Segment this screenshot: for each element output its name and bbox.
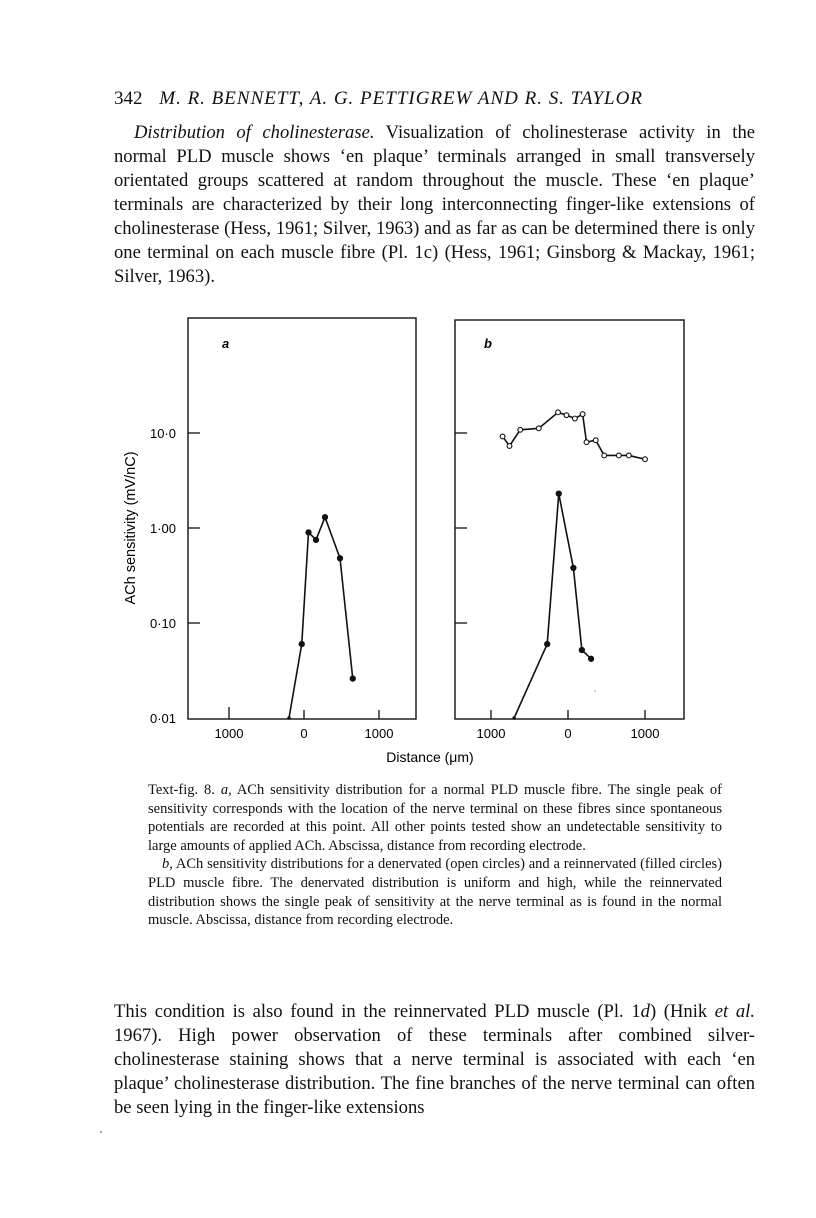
y-tick-label-10: 10·0 <box>149 426 176 441</box>
x-tick-label-b-zero: 0 <box>564 726 572 741</box>
panel-b-plot <box>500 410 647 719</box>
plot-b-series-0-point <box>518 427 523 432</box>
running-authors: M. R. BENNETT, A. G. PETTIGREW AND R. S. TAYLOR <box>159 88 643 109</box>
continuation-text-2: ) (Hnik <box>649 1001 715 1022</box>
x-tick-label-b-left: 1000 <box>476 726 506 741</box>
plot-b-series-1-point <box>571 565 576 570</box>
plot-a-series-0-point <box>337 556 342 561</box>
section-heading: Distribution of cholinesterase. <box>134 122 375 143</box>
plot-b-series-0-point <box>626 453 631 458</box>
plot-b-series-0-point <box>556 410 561 415</box>
plot-b-series-0-point <box>593 438 598 443</box>
plot-b-series-0-point <box>507 444 512 449</box>
y-tick-label-01: 0·10 <box>149 616 176 631</box>
x-axis-label: Distance (μm) <box>386 749 474 765</box>
plot-b-series-1-point <box>545 641 550 646</box>
caption-fig-label: Text-fig. 8. <box>148 782 215 798</box>
panel-a-frame <box>188 318 416 719</box>
plot-b-series-0-point <box>564 413 569 418</box>
continuation-ref: d <box>640 1001 650 1022</box>
continuation-etal: et al. <box>714 1001 755 1022</box>
panel-a-label: a <box>222 336 230 351</box>
plot-b-series-0-point <box>536 426 541 431</box>
figure-speck <box>594 690 596 692</box>
y-tick-label-1: 1·00 <box>149 521 176 536</box>
panel-b-label: b <box>484 336 492 351</box>
plot-a-series-0-point <box>306 530 311 535</box>
y-axis-label: ACh sensitivity (mV/nC) <box>123 451 139 605</box>
plot-a-series-0-point <box>288 717 290 719</box>
x-tick-label-a-zero: 0 <box>300 726 308 741</box>
plot-b-series-1-point <box>556 491 561 496</box>
plot-b-series-0-point <box>500 434 505 439</box>
x-tick-label-a-right: 1000 <box>364 726 394 741</box>
plot-b-series-1-point <box>579 647 584 652</box>
continuation-text-1: This condition is also found in the reinnervated PLD muscle (Pl. 1 <box>114 1001 641 1022</box>
plot-b-series-0-point <box>573 416 578 421</box>
plot-b-series-0-point <box>616 453 621 458</box>
plot-b-series-1-point <box>513 717 515 719</box>
figure-caption <box>148 781 722 930</box>
caption-part-a <box>148 781 722 855</box>
panel-b-frame <box>455 320 684 719</box>
caption-text-b: ACh sensitivity distributions for a denervated (open circles) and a reinnervated (filled circles) PLD muscle fibre. The denervated distribution is uniform and high, while the reinnervated distribution shows the single peak of sensitivity at the nerve terminal as is found in the normal muscle. Abscissa, distance from recording electrode. <box>148 856 722 929</box>
plot-a-series-0-point <box>322 515 327 520</box>
margin-speck <box>100 1131 102 1133</box>
x-tick-label-a-left: 1000 <box>214 726 244 741</box>
plot-a-series-0-point <box>350 676 355 681</box>
caption-letter-b: b, <box>162 856 173 873</box>
y-tick-label-001: 0·01 <box>149 711 176 726</box>
caption-text-a: ACh sensitivity distribution for a normal PLD muscle fibre. The single peak of sensitivity corresponds with the location of the nerve terminal on these fibres since spontaneous potentials are recorded at this point. All other points tested show an undetectable sensitivity to large amounts of applied ACh. Abscissa, distance from recording electrode. <box>148 782 722 854</box>
continuation-paragraph <box>114 1000 755 1120</box>
caption-letter-a: a, <box>220 782 232 798</box>
x-tick-label-b-right: 1000 <box>630 726 660 741</box>
plot-a-series-0-point <box>299 641 304 646</box>
continuation-text-3: 1967). High power observation of these terminals after combined silver-cholinesterase staining shows that a nerve terminal is associated with each ‘en plaque’ cholinesterase distribution. The fine branches of the nerve terminal can often be seen lying in the finger-like extensions <box>114 1025 755 1118</box>
plot-b-series-1-line <box>514 494 591 718</box>
page-number: 342 <box>114 88 143 109</box>
plot-b-series-0-point <box>584 440 589 445</box>
intro-text: Visualization of cholinesterase activity in the normal PLD muscle shows ‘en plaque’ terminals arranged in small transversely orientated groups scattered at random throughout the muscle. These ‘en plaque’ terminals are characterized by their long interconnecting finger-like extensions of cholinesterase (Hess, 1961; Silver, 1963) and as far as can be determined there is only one terminal on each muscle fibre (Pl. 1c) (Hess, 1961; Ginsborg & Mackay, 1961; Silver, 1963). <box>114 122 755 287</box>
plot-b-series-0-point <box>580 412 585 417</box>
plot-b-series-0-point <box>643 457 648 462</box>
panel-a-plot <box>288 515 356 720</box>
plot-a-series-0-point <box>313 537 318 542</box>
plot-b-series-1-point <box>589 656 594 661</box>
plot-a-series-0-line <box>289 517 353 718</box>
plot-b-series-0-point <box>602 453 607 458</box>
caption-part-b <box>148 855 722 929</box>
